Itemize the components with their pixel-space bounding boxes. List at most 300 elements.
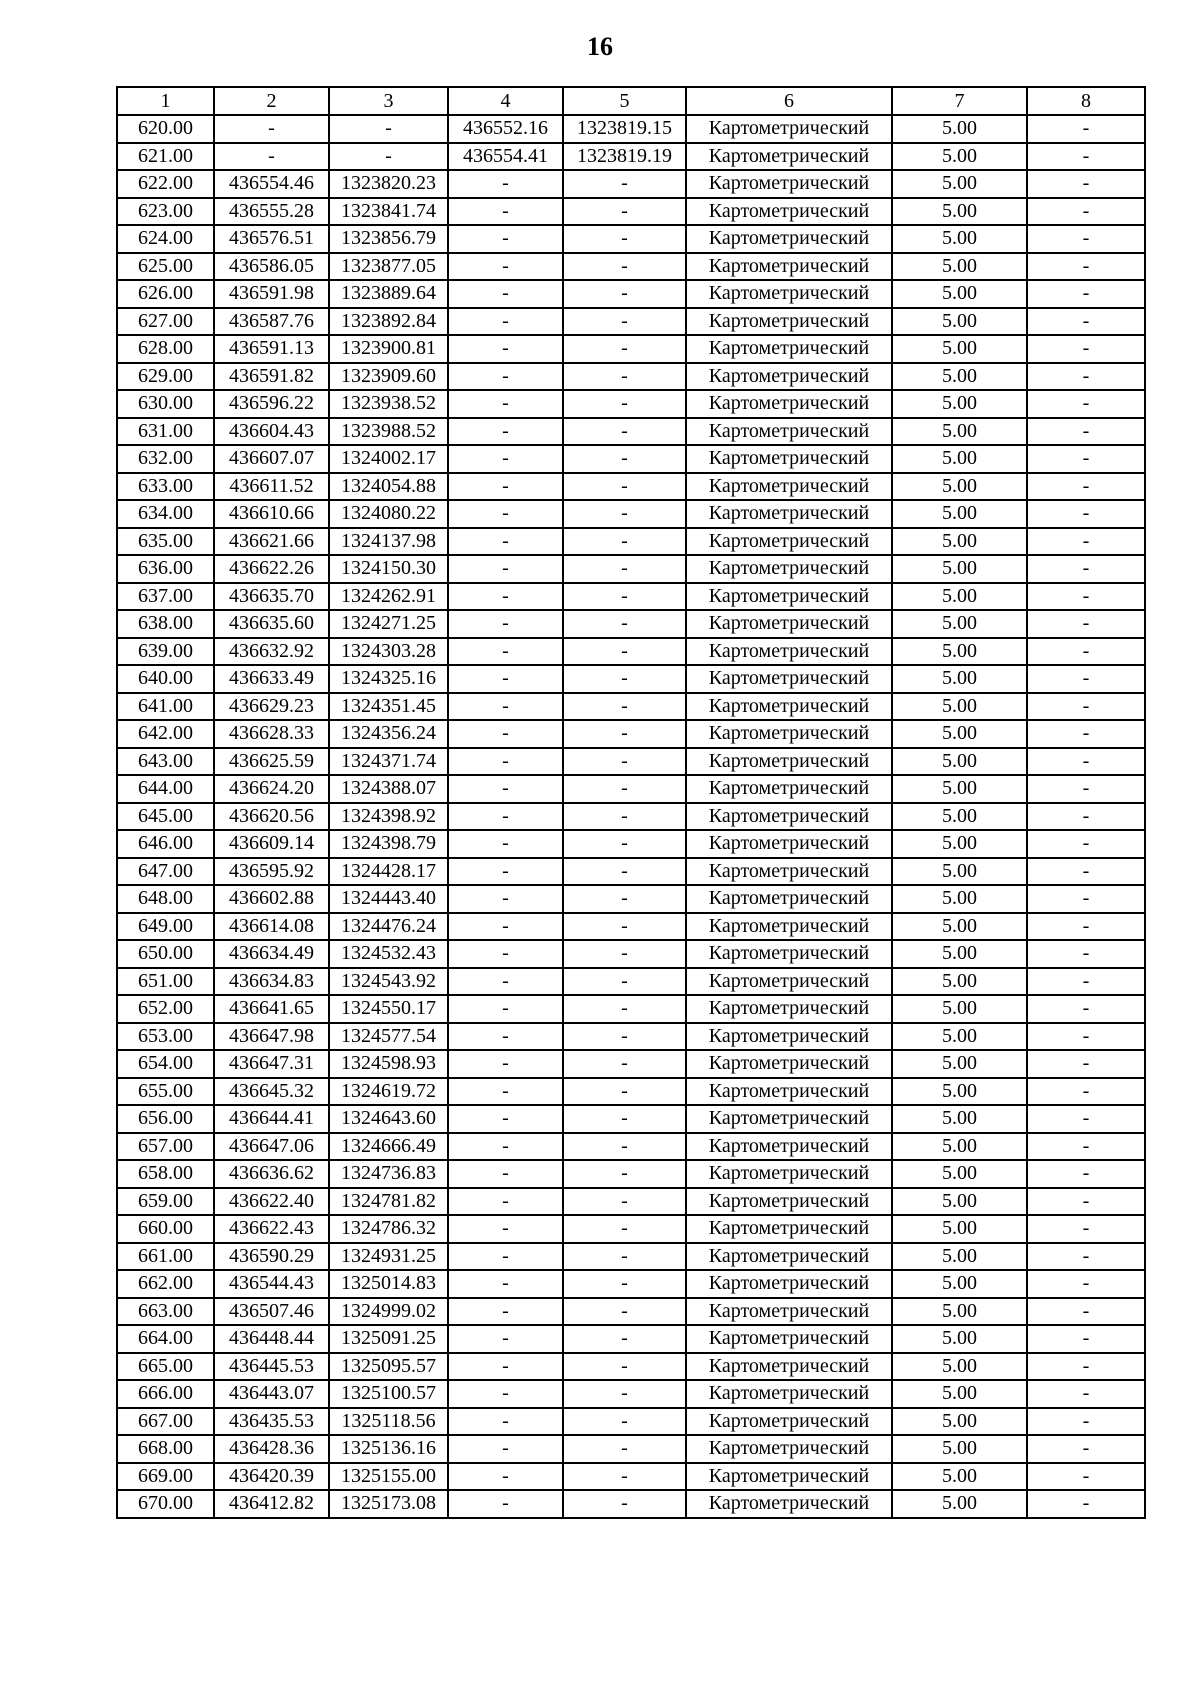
- cell-y-coordinate-alt: 1323819.19: [563, 143, 686, 171]
- cell-note: -: [1027, 583, 1145, 611]
- cell-y-coordinate-alt: -: [563, 885, 686, 913]
- cell-accuracy: 5.00: [892, 253, 1027, 281]
- cell-y-coordinate: 1324351.45: [329, 693, 448, 721]
- cell-method: Картометрический: [686, 1353, 892, 1381]
- cell-point-number: 657.00: [117, 1133, 214, 1161]
- table-row: [117, 1133, 1145, 1161]
- cell-point-number: 633.00: [117, 473, 214, 501]
- cell-accuracy: 5.00: [892, 1188, 1027, 1216]
- table-row: [117, 1325, 1145, 1353]
- cell-note: -: [1027, 995, 1145, 1023]
- cell-note: -: [1027, 418, 1145, 446]
- cell-point-number: 627.00: [117, 308, 214, 336]
- cell-note: -: [1027, 1490, 1145, 1518]
- cell-note: -: [1027, 803, 1145, 831]
- cell-x-coordinate: 436596.22: [214, 390, 329, 418]
- cell-x-coordinate: -: [214, 115, 329, 143]
- cell-x-coordinate: 436644.41: [214, 1105, 329, 1133]
- table-row: [117, 610, 1145, 638]
- cell-note: -: [1027, 748, 1145, 776]
- cell-note: -: [1027, 940, 1145, 968]
- cell-y-coordinate-alt: -: [563, 720, 686, 748]
- cell-x-coordinate: 436554.46: [214, 170, 329, 198]
- cell-accuracy: 5.00: [892, 445, 1027, 473]
- table-row: [117, 1298, 1145, 1326]
- cell-method: Картометрический: [686, 198, 892, 226]
- cell-note: -: [1027, 1050, 1145, 1078]
- cell-y-coordinate: 1323877.05: [329, 253, 448, 281]
- cell-x-coordinate-alt: -: [448, 1463, 563, 1491]
- cell-x-coordinate-alt: -: [448, 940, 563, 968]
- column-header-8: 8: [1027, 87, 1145, 115]
- cell-y-coordinate-alt: -: [563, 473, 686, 501]
- cell-point-number: 622.00: [117, 170, 214, 198]
- cell-y-coordinate-alt: -: [563, 913, 686, 941]
- cell-method: Картометрический: [686, 693, 892, 721]
- cell-y-coordinate: 1324736.83: [329, 1160, 448, 1188]
- cell-method: Картометрический: [686, 1380, 892, 1408]
- cell-x-coordinate-alt: -: [448, 693, 563, 721]
- cell-x-coordinate: -: [214, 143, 329, 171]
- table-row: [117, 885, 1145, 913]
- cell-y-coordinate-alt: -: [563, 968, 686, 996]
- cell-x-coordinate: 436576.51: [214, 225, 329, 253]
- cell-accuracy: 5.00: [892, 748, 1027, 776]
- cell-note: -: [1027, 1463, 1145, 1491]
- cell-point-number: 665.00: [117, 1353, 214, 1381]
- cell-method: Картометрический: [686, 1408, 892, 1436]
- cell-y-coordinate-alt: -: [563, 1490, 686, 1518]
- cell-note: -: [1027, 1408, 1145, 1436]
- cell-accuracy: 5.00: [892, 308, 1027, 336]
- cell-y-coordinate-alt: -: [563, 1243, 686, 1271]
- table-row: [117, 225, 1145, 253]
- cell-point-number: 628.00: [117, 335, 214, 363]
- cell-x-coordinate-alt: -: [448, 803, 563, 831]
- cell-x-coordinate-alt: -: [448, 1023, 563, 1051]
- cell-method: Картометрический: [686, 968, 892, 996]
- cell-y-coordinate: 1323892.84: [329, 308, 448, 336]
- cell-y-coordinate: 1324786.32: [329, 1215, 448, 1243]
- cell-method: Картометрический: [686, 445, 892, 473]
- cell-y-coordinate: 1324002.17: [329, 445, 448, 473]
- cell-point-number: 664.00: [117, 1325, 214, 1353]
- cell-accuracy: 5.00: [892, 1215, 1027, 1243]
- cell-x-coordinate: 436507.46: [214, 1298, 329, 1326]
- cell-y-coordinate-alt: -: [563, 253, 686, 281]
- cell-y-coordinate: 1324999.02: [329, 1298, 448, 1326]
- cell-x-coordinate-alt: -: [448, 335, 563, 363]
- cell-x-coordinate-alt: -: [448, 473, 563, 501]
- cell-point-number: 668.00: [117, 1435, 214, 1463]
- cell-y-coordinate: 1323938.52: [329, 390, 448, 418]
- table-row: [117, 720, 1145, 748]
- cell-y-coordinate-alt: -: [563, 1270, 686, 1298]
- cell-y-coordinate-alt: -: [563, 308, 686, 336]
- cell-method: Картометрический: [686, 555, 892, 583]
- table-row: [117, 1408, 1145, 1436]
- table-row: [117, 1078, 1145, 1106]
- cell-x-coordinate: 436622.26: [214, 555, 329, 583]
- cell-x-coordinate-alt: -: [448, 1380, 563, 1408]
- cell-x-coordinate: 436647.06: [214, 1133, 329, 1161]
- cell-accuracy: 5.00: [892, 1105, 1027, 1133]
- cell-y-coordinate: 1325091.25: [329, 1325, 448, 1353]
- cell-y-coordinate: 1324577.54: [329, 1023, 448, 1051]
- table-row: [117, 253, 1145, 281]
- column-header-3: 3: [329, 87, 448, 115]
- cell-y-coordinate-alt: -: [563, 418, 686, 446]
- cell-accuracy: 5.00: [892, 1023, 1027, 1051]
- cell-point-number: 660.00: [117, 1215, 214, 1243]
- cell-x-coordinate: 436624.20: [214, 775, 329, 803]
- cell-y-coordinate: 1323841.74: [329, 198, 448, 226]
- cell-y-coordinate-alt: -: [563, 1023, 686, 1051]
- cell-y-coordinate: 1324271.25: [329, 610, 448, 638]
- cell-method: Картометрический: [686, 170, 892, 198]
- cell-method: Картометрический: [686, 885, 892, 913]
- cell-note: -: [1027, 665, 1145, 693]
- cell-x-coordinate-alt: -: [448, 968, 563, 996]
- table-row: [117, 1023, 1145, 1051]
- cell-x-coordinate: 436604.43: [214, 418, 329, 446]
- table-row: [117, 968, 1145, 996]
- cell-method: Картометрический: [686, 528, 892, 556]
- cell-x-coordinate-alt: -: [448, 1050, 563, 1078]
- cell-method: Картометрический: [686, 913, 892, 941]
- table-row: [117, 1463, 1145, 1491]
- cell-point-number: 652.00: [117, 995, 214, 1023]
- cell-x-coordinate: 436647.98: [214, 1023, 329, 1051]
- cell-x-coordinate-alt: -: [448, 1353, 563, 1381]
- cell-note: -: [1027, 500, 1145, 528]
- cell-point-number: 645.00: [117, 803, 214, 831]
- cell-accuracy: 5.00: [892, 473, 1027, 501]
- cell-y-coordinate-alt: -: [563, 363, 686, 391]
- cell-accuracy: 5.00: [892, 1435, 1027, 1463]
- cell-y-coordinate: 1324054.88: [329, 473, 448, 501]
- cell-note: -: [1027, 253, 1145, 281]
- cell-x-coordinate: 436628.33: [214, 720, 329, 748]
- cell-note: -: [1027, 143, 1145, 171]
- cell-accuracy: 5.00: [892, 1050, 1027, 1078]
- cell-x-coordinate-alt: -: [448, 253, 563, 281]
- cell-point-number: 636.00: [117, 555, 214, 583]
- cell-y-coordinate: 1324080.22: [329, 500, 448, 528]
- cell-x-coordinate-alt: -: [448, 858, 563, 886]
- cell-x-coordinate: 436445.53: [214, 1353, 329, 1381]
- cell-point-number: 641.00: [117, 693, 214, 721]
- cell-method: Картометрический: [686, 500, 892, 528]
- cell-y-coordinate: 1324619.72: [329, 1078, 448, 1106]
- cell-y-coordinate-alt: -: [563, 528, 686, 556]
- cell-accuracy: 5.00: [892, 418, 1027, 446]
- cell-accuracy: 5.00: [892, 1380, 1027, 1408]
- cell-y-coordinate: 1324643.60: [329, 1105, 448, 1133]
- cell-method: Картометрический: [686, 308, 892, 336]
- cell-method: Картометрический: [686, 225, 892, 253]
- cell-x-coordinate: 436610.66: [214, 500, 329, 528]
- cell-note: -: [1027, 473, 1145, 501]
- cell-x-coordinate-alt: -: [448, 1435, 563, 1463]
- cell-y-coordinate-alt: -: [563, 198, 686, 226]
- cell-y-coordinate-alt: -: [563, 665, 686, 693]
- cell-y-coordinate-alt: -: [563, 1298, 686, 1326]
- cell-accuracy: 5.00: [892, 610, 1027, 638]
- cell-x-coordinate-alt: -: [448, 500, 563, 528]
- table-row: [117, 665, 1145, 693]
- cell-note: -: [1027, 1380, 1145, 1408]
- cell-method: Картометрический: [686, 1188, 892, 1216]
- cell-point-number: 629.00: [117, 363, 214, 391]
- cell-y-coordinate: 1324150.30: [329, 555, 448, 583]
- cell-x-coordinate: 436412.82: [214, 1490, 329, 1518]
- column-header-7: 7: [892, 87, 1027, 115]
- cell-accuracy: 5.00: [892, 500, 1027, 528]
- cell-method: Картометрический: [686, 638, 892, 666]
- cell-y-coordinate: 1324262.91: [329, 583, 448, 611]
- cell-y-coordinate-alt: -: [563, 445, 686, 473]
- cell-method: Картометрический: [686, 143, 892, 171]
- cell-method: Картометрический: [686, 858, 892, 886]
- cell-note: -: [1027, 445, 1145, 473]
- cell-y-coordinate: 1324476.24: [329, 913, 448, 941]
- cell-method: Картометрический: [686, 1215, 892, 1243]
- cell-y-coordinate: 1324371.74: [329, 748, 448, 776]
- cell-x-coordinate: 436636.62: [214, 1160, 329, 1188]
- cell-accuracy: 5.00: [892, 830, 1027, 858]
- cell-x-coordinate-alt: -: [448, 1298, 563, 1326]
- cell-y-coordinate-alt: -: [563, 583, 686, 611]
- cell-x-coordinate: 436602.88: [214, 885, 329, 913]
- cell-x-coordinate-alt: 436552.16: [448, 115, 563, 143]
- cell-y-coordinate-alt: -: [563, 1435, 686, 1463]
- cell-x-coordinate: 436635.70: [214, 583, 329, 611]
- cell-x-coordinate-alt: -: [448, 1188, 563, 1216]
- cell-accuracy: 5.00: [892, 665, 1027, 693]
- cell-point-number: 658.00: [117, 1160, 214, 1188]
- cell-note: -: [1027, 1215, 1145, 1243]
- cell-x-coordinate-alt: -: [448, 280, 563, 308]
- cell-accuracy: 5.00: [892, 225, 1027, 253]
- cell-y-coordinate-alt: -: [563, 858, 686, 886]
- cell-method: Картометрический: [686, 418, 892, 446]
- table-row: [117, 1050, 1145, 1078]
- cell-point-number: 669.00: [117, 1463, 214, 1491]
- column-header-1: 1: [117, 87, 214, 115]
- cell-accuracy: 5.00: [892, 885, 1027, 913]
- cell-method: Картометрический: [686, 1050, 892, 1078]
- table-row: [117, 693, 1145, 721]
- cell-point-number: 639.00: [117, 638, 214, 666]
- cell-x-coordinate-alt: -: [448, 1490, 563, 1518]
- cell-x-coordinate-alt: -: [448, 170, 563, 198]
- cell-point-number: 623.00: [117, 198, 214, 226]
- cell-y-coordinate: 1323856.79: [329, 225, 448, 253]
- cell-x-coordinate-alt: -: [448, 418, 563, 446]
- cell-accuracy: 5.00: [892, 335, 1027, 363]
- cell-x-coordinate: 436448.44: [214, 1325, 329, 1353]
- cell-y-coordinate-alt: -: [563, 1160, 686, 1188]
- cell-x-coordinate: 436620.56: [214, 803, 329, 831]
- table-row: [117, 1380, 1145, 1408]
- cell-method: Картометрический: [686, 1078, 892, 1106]
- cell-x-coordinate: 436635.60: [214, 610, 329, 638]
- cell-point-number: 630.00: [117, 390, 214, 418]
- cell-x-coordinate-alt: -: [448, 363, 563, 391]
- cell-accuracy: 5.00: [892, 143, 1027, 171]
- cell-x-coordinate-alt: -: [448, 528, 563, 556]
- cell-accuracy: 5.00: [892, 803, 1027, 831]
- cell-accuracy: 5.00: [892, 115, 1027, 143]
- cell-method: Картометрический: [686, 775, 892, 803]
- cell-y-coordinate: 1324356.24: [329, 720, 448, 748]
- cell-x-coordinate: 436622.43: [214, 1215, 329, 1243]
- cell-method: Картометрический: [686, 940, 892, 968]
- cell-x-coordinate: 436587.76: [214, 308, 329, 336]
- cell-y-coordinate-alt: -: [563, 1215, 686, 1243]
- cell-x-coordinate: 436591.82: [214, 363, 329, 391]
- cell-point-number: 662.00: [117, 1270, 214, 1298]
- cell-y-coordinate-alt: -: [563, 1188, 686, 1216]
- cell-y-coordinate: 1325095.57: [329, 1353, 448, 1381]
- cell-note: -: [1027, 720, 1145, 748]
- cell-y-coordinate: 1323909.60: [329, 363, 448, 391]
- cell-method: Картометрический: [686, 390, 892, 418]
- cell-note: -: [1027, 968, 1145, 996]
- cell-method: Картометрический: [686, 830, 892, 858]
- cell-y-coordinate: 1325014.83: [329, 1270, 448, 1298]
- cell-note: -: [1027, 528, 1145, 556]
- cell-x-coordinate: 436609.14: [214, 830, 329, 858]
- cell-accuracy: 5.00: [892, 940, 1027, 968]
- cell-point-number: 644.00: [117, 775, 214, 803]
- table-row: [117, 445, 1145, 473]
- cell-x-coordinate-alt: -: [448, 665, 563, 693]
- cell-x-coordinate-alt: -: [448, 830, 563, 858]
- cell-point-number: 670.00: [117, 1490, 214, 1518]
- cell-y-coordinate-alt: -: [563, 940, 686, 968]
- cell-x-coordinate: 436586.05: [214, 253, 329, 281]
- cell-x-coordinate-alt: -: [448, 1105, 563, 1133]
- table-row: [117, 1353, 1145, 1381]
- table-row: [117, 1105, 1145, 1133]
- table-row: [117, 1188, 1145, 1216]
- cell-x-coordinate-alt: -: [448, 610, 563, 638]
- cell-y-coordinate-alt: -: [563, 693, 686, 721]
- cell-x-coordinate: 436428.36: [214, 1435, 329, 1463]
- cell-method: Картометрический: [686, 1023, 892, 1051]
- cell-point-number: 656.00: [117, 1105, 214, 1133]
- cell-x-coordinate-alt: -: [448, 1325, 563, 1353]
- cell-y-coordinate: 1324543.92: [329, 968, 448, 996]
- cell-y-coordinate-alt: -: [563, 748, 686, 776]
- cell-y-coordinate-alt: -: [563, 1353, 686, 1381]
- cell-x-coordinate: 436591.13: [214, 335, 329, 363]
- cell-note: -: [1027, 225, 1145, 253]
- cell-accuracy: 5.00: [892, 170, 1027, 198]
- cell-point-number: 655.00: [117, 1078, 214, 1106]
- cell-y-coordinate-alt: -: [563, 335, 686, 363]
- cell-method: Картометрический: [686, 610, 892, 638]
- cell-x-coordinate-alt: -: [448, 583, 563, 611]
- cell-y-coordinate: 1324598.93: [329, 1050, 448, 1078]
- cell-y-coordinate-alt: -: [563, 1408, 686, 1436]
- cell-y-coordinate: 1323900.81: [329, 335, 448, 363]
- table-row: [117, 198, 1145, 226]
- cell-x-coordinate: 436544.43: [214, 1270, 329, 1298]
- cell-point-number: 620.00: [117, 115, 214, 143]
- cell-method: Картометрический: [686, 1325, 892, 1353]
- cell-method: Картометрический: [686, 1160, 892, 1188]
- cell-y-coordinate: 1324137.98: [329, 528, 448, 556]
- cell-x-coordinate: 436629.23: [214, 693, 329, 721]
- table-row: [117, 775, 1145, 803]
- cell-y-coordinate-alt: -: [563, 1133, 686, 1161]
- table-row: [117, 555, 1145, 583]
- column-header-6: 6: [686, 87, 892, 115]
- cell-x-coordinate-alt: -: [448, 1078, 563, 1106]
- cell-accuracy: 5.00: [892, 995, 1027, 1023]
- cell-method: Картометрический: [686, 473, 892, 501]
- cell-x-coordinate: 436607.07: [214, 445, 329, 473]
- cell-x-coordinate-alt: -: [448, 913, 563, 941]
- cell-accuracy: 5.00: [892, 1243, 1027, 1271]
- cell-note: -: [1027, 1188, 1145, 1216]
- cell-y-coordinate: 1325155.00: [329, 1463, 448, 1491]
- cell-y-coordinate-alt: -: [563, 995, 686, 1023]
- cell-method: Картометрический: [686, 115, 892, 143]
- cell-point-number: 634.00: [117, 500, 214, 528]
- cell-accuracy: 5.00: [892, 913, 1027, 941]
- cell-x-coordinate-alt: -: [448, 1215, 563, 1243]
- cell-point-number: 667.00: [117, 1408, 214, 1436]
- cell-y-coordinate: -: [329, 143, 448, 171]
- cell-y-coordinate: 1324931.25: [329, 1243, 448, 1271]
- cell-accuracy: 5.00: [892, 1133, 1027, 1161]
- column-header-4: 4: [448, 87, 563, 115]
- cell-x-coordinate: 436632.92: [214, 638, 329, 666]
- cell-note: -: [1027, 280, 1145, 308]
- cell-method: Картометрический: [686, 995, 892, 1023]
- cell-y-coordinate: 1325173.08: [329, 1490, 448, 1518]
- table-row: [117, 1435, 1145, 1463]
- cell-accuracy: 5.00: [892, 1408, 1027, 1436]
- cell-note: -: [1027, 775, 1145, 803]
- table-row: [117, 1160, 1145, 1188]
- table-row: [117, 830, 1145, 858]
- cell-note: -: [1027, 363, 1145, 391]
- cell-method: Картометрический: [686, 1105, 892, 1133]
- cell-x-coordinate-alt: -: [448, 1270, 563, 1298]
- cell-x-coordinate: 436591.98: [214, 280, 329, 308]
- table-row: [117, 1490, 1145, 1518]
- cell-note: -: [1027, 913, 1145, 941]
- cell-y-coordinate-alt: -: [563, 638, 686, 666]
- cell-y-coordinate-alt: -: [563, 610, 686, 638]
- cell-note: -: [1027, 858, 1145, 886]
- cell-point-number: 635.00: [117, 528, 214, 556]
- cell-point-number: 625.00: [117, 253, 214, 281]
- cell-accuracy: 5.00: [892, 1325, 1027, 1353]
- table-row: [117, 940, 1145, 968]
- cell-x-coordinate: 436641.65: [214, 995, 329, 1023]
- table-body: [117, 115, 1145, 1518]
- cell-method: Картометрический: [686, 253, 892, 281]
- cell-x-coordinate-alt: -: [448, 1133, 563, 1161]
- cell-y-coordinate-alt: -: [563, 1463, 686, 1491]
- cell-y-coordinate-alt: -: [563, 830, 686, 858]
